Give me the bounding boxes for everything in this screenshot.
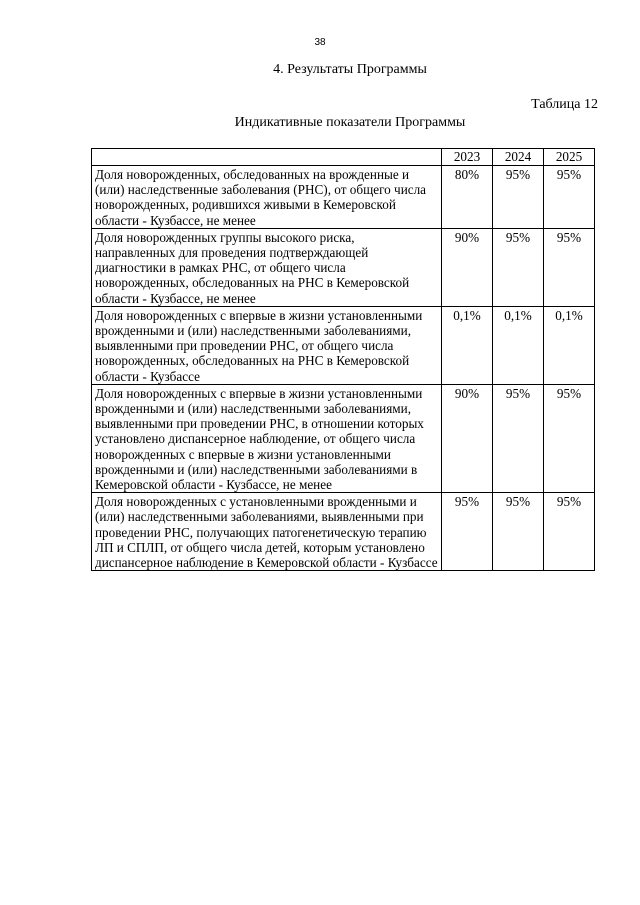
indicator-value: 90% [442, 384, 493, 492]
indicator-value: 95% [493, 166, 544, 229]
header-cell-year: 2025 [544, 149, 595, 166]
indicator-value: 95% [544, 384, 595, 492]
indicator-value: 95% [544, 493, 595, 571]
header-cell-year: 2023 [442, 149, 493, 166]
table-number: Таблица 12 [531, 97, 598, 112]
indicator-description: Доля новорожденных группы высокого риска, направленных для проведения подтверждающей диагностики в рамках РНС, от общего числа новорожденных, обследованных на РНС в Кемеровской области - Кузбассе, не менее [92, 228, 442, 306]
indicator-value: 95% [442, 493, 493, 571]
table-row [92, 493, 595, 571]
indicator-description: Доля новорожденных, обследованных на врожденные и (или) наследственные заболевания (РНС), от общего числа новорожденных, родившихся живыми в Кемеровской области - Кузбассе, не менее [92, 166, 442, 229]
table-header-row [92, 149, 595, 166]
table-row [92, 228, 595, 306]
table-row [92, 384, 595, 492]
indicator-value: 95% [493, 228, 544, 306]
indicator-value: 95% [493, 384, 544, 492]
indicator-description: Доля новорожденных с установленными врожденными и (или) наследственными заболеваниями, выявленными при проведении РНС, получающих патогенетическую терапию ЛП и СПЛП, от общего числа детей, которым установлено диспансерное наблюдение в Кемеровской области - Кузбассе [92, 493, 442, 571]
indicator-value: 0,1% [442, 306, 493, 384]
indicator-value: 95% [544, 166, 595, 229]
indicator-value: 0,1% [493, 306, 544, 384]
header-cell-indicator [92, 149, 442, 166]
table-row [92, 166, 595, 229]
indicator-description: Доля новорожденных с впервые в жизни установленными врожденными и (или) наследственными заболеваниями, выявленными при проведении РНС, от общего числа новорожденных, обследованных на РНС в Кемеровской области - Кузбассе [92, 306, 442, 384]
indicator-value: 95% [493, 493, 544, 571]
section-heading: 4. Результаты Программы [273, 62, 427, 77]
table-row [92, 306, 595, 384]
table-title: Индикативные показатели Программы [234, 115, 466, 130]
indicator-description: Доля новорожденных с впервые в жизни установленными врожденными и (или) наследственными заболеваниями, выявленными при проведении РНС, в отношении которых установлено диспансерное наблюдение, от общего числа новорожденных с впервые в жизни установленными врожденными и (или) наследственными заболеваниями в Кемеровской области - Кузбассе, не менее [92, 384, 442, 492]
indicator-value: 95% [544, 228, 595, 306]
header-cell-year: 2024 [493, 149, 544, 166]
indicators-table [91, 148, 595, 571]
indicator-value: 90% [442, 228, 493, 306]
indicator-value: 0,1% [544, 306, 595, 384]
indicator-value: 80% [442, 166, 493, 229]
page-number: 38 [314, 37, 326, 48]
